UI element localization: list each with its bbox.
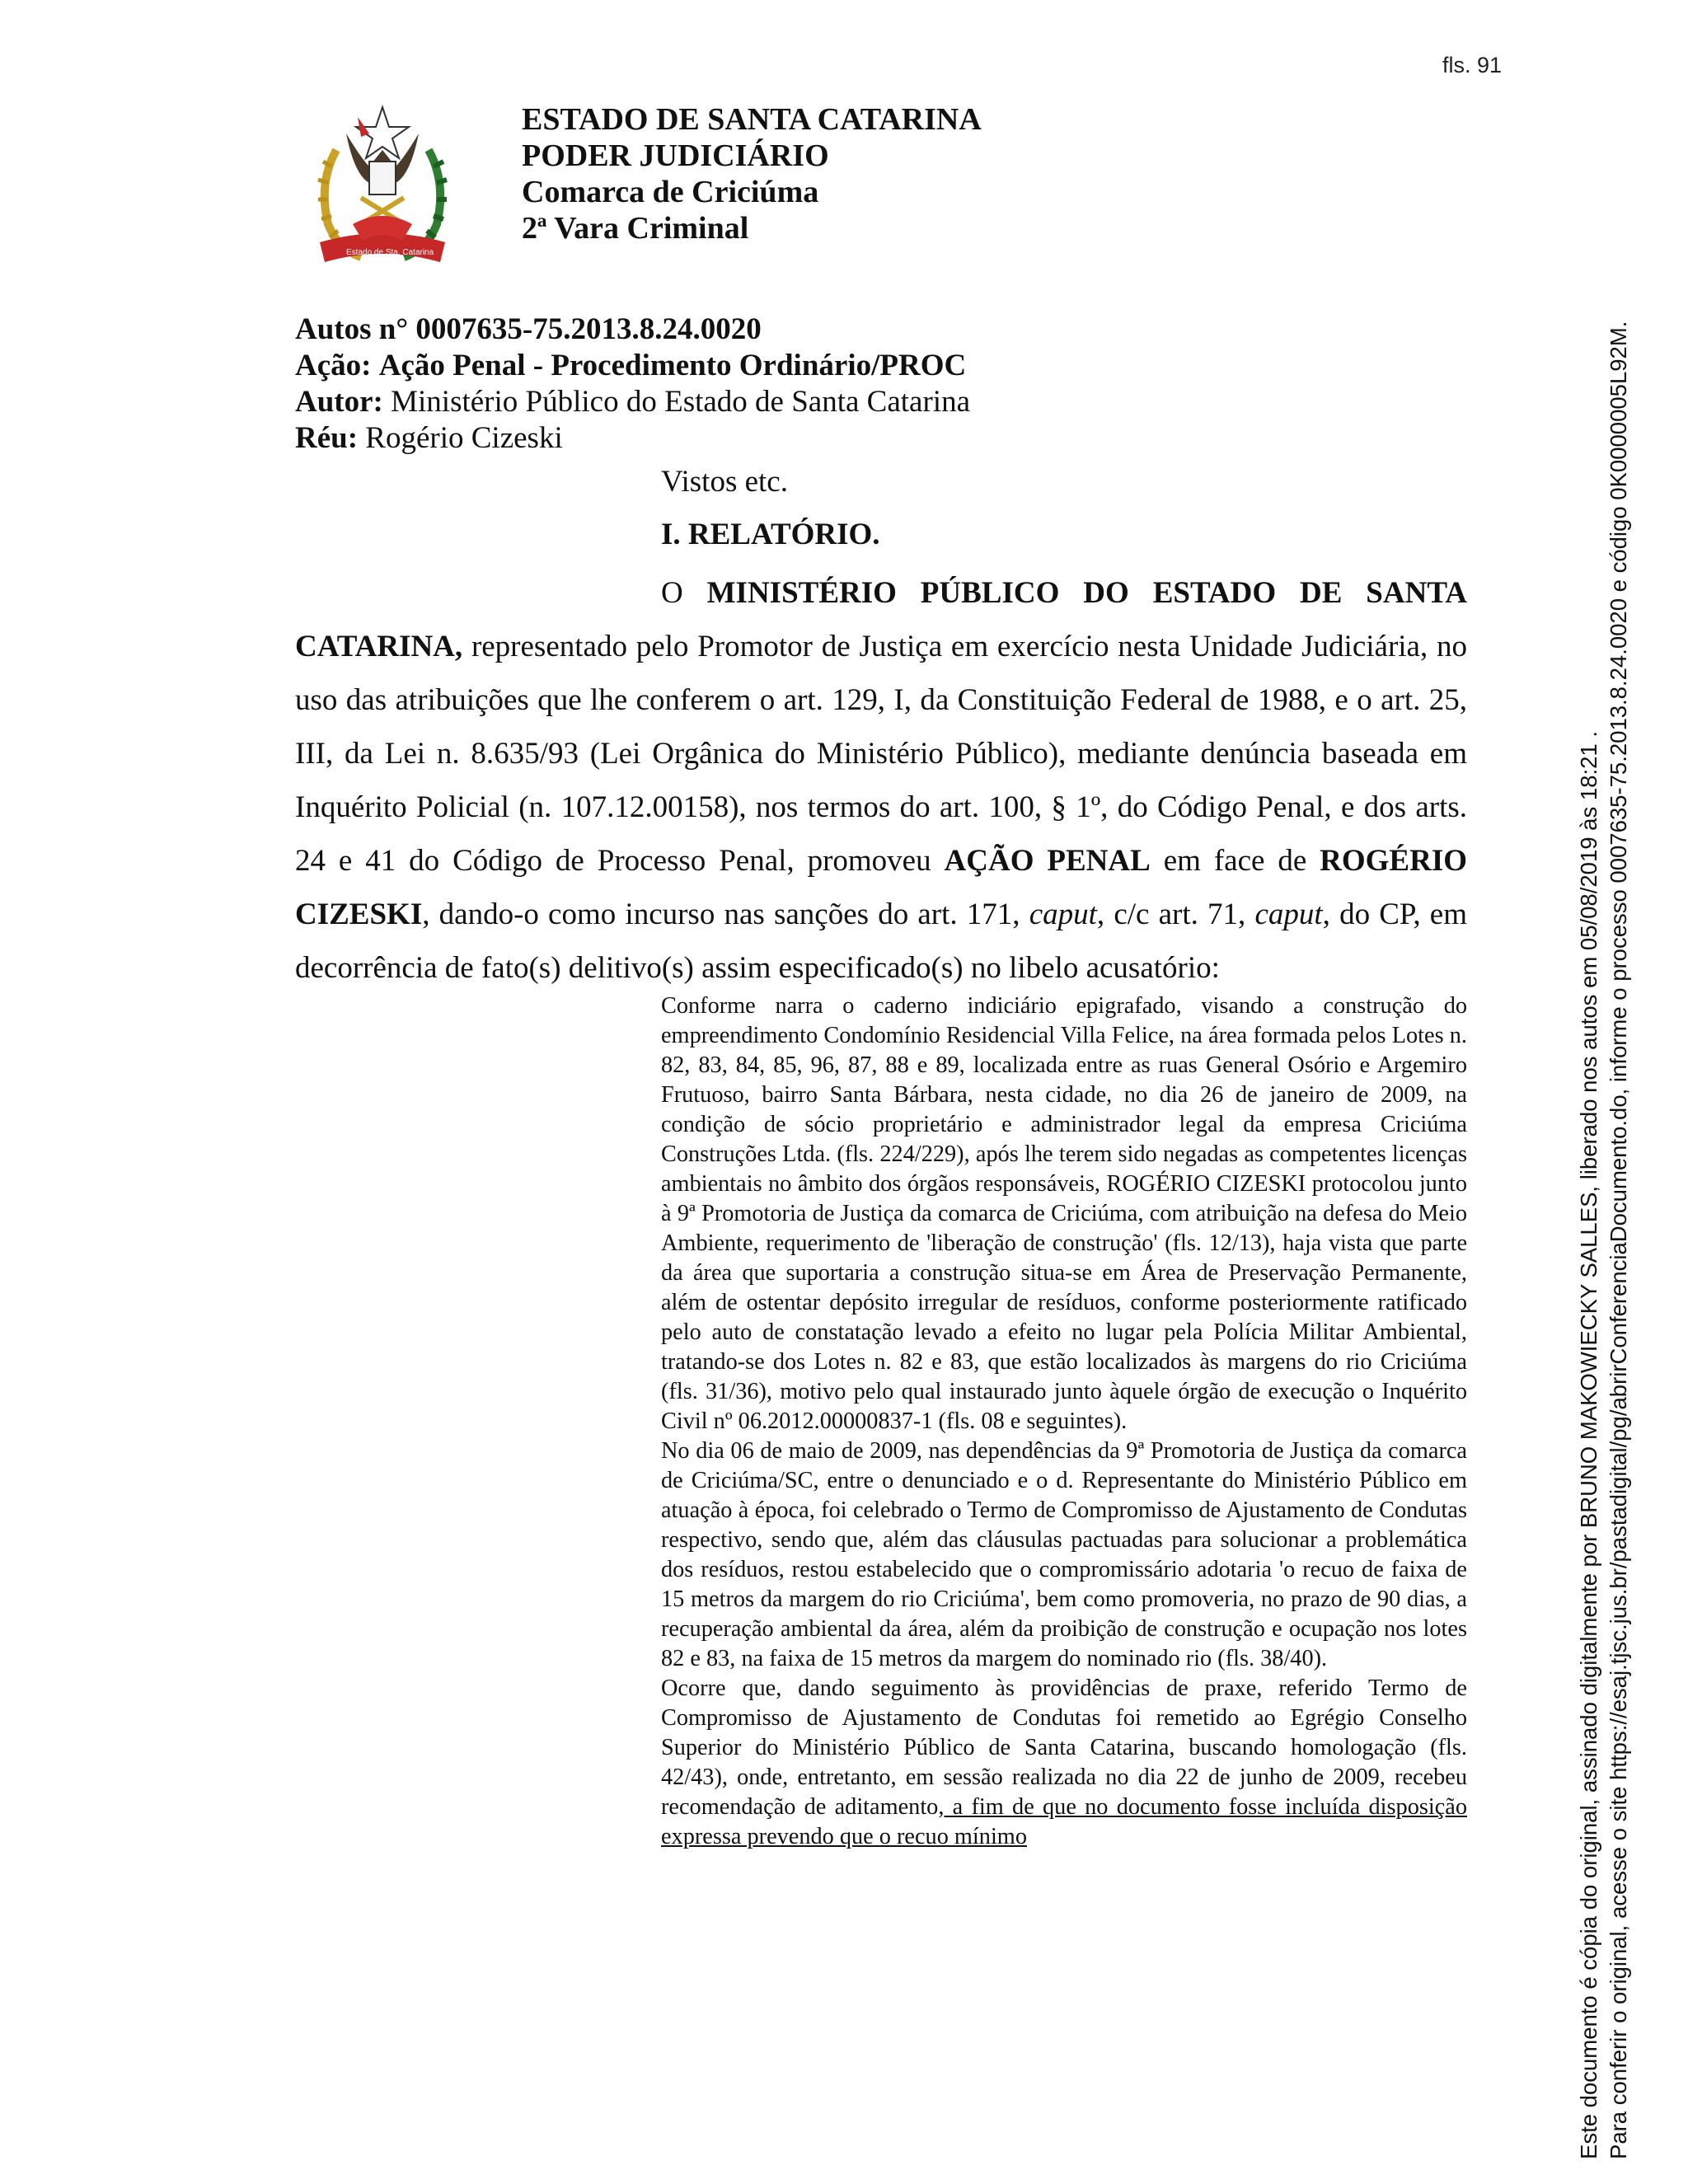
acao-value: Ação Penal - Procedimento Ordinário/PROC xyxy=(378,349,967,382)
crest-banner-text: Estado de Sta. Catarina xyxy=(346,248,434,257)
p1-caput-2: caput xyxy=(1254,898,1323,931)
reu-value: Rogério Cizeski xyxy=(365,421,563,455)
acao-label: Ação: xyxy=(295,349,372,382)
case-number: Autos n° 0007635-75.2013.8.24.0020 xyxy=(295,312,762,346)
autor-label: Autor: xyxy=(295,385,383,419)
reu-label: Réu: xyxy=(295,421,359,455)
digital-signature-note xyxy=(1574,272,1634,2159)
p1-a: O xyxy=(661,576,707,610)
signature-line-1: Este documento é cópia do original, assinado digitalmente por BRUNO MAKOWIECKY SALLES, liberado nos autos em 05/08/2019 às 18:21 . xyxy=(1576,731,1601,2159)
quote-p3-underlined: a fim de que no documento fosse incluída disposição expressa prevendo que o recuo mínimo xyxy=(661,1794,1467,1849)
autor-value: Ministério Público do Estado de Santa Catarina xyxy=(391,385,970,419)
p1-mp: MINISTÉRIO PÚBLICO DO ESTADO DE SANTA CATARINA, xyxy=(295,576,1467,663)
quote-p3-a: Ocorre que, dando seguimento às providências de praxe, referido Termo de Compromisso de Ajustamento de Condutas foi remetido ao Egrégio Conselho Superior do Ministério Público de Santa Catarina, buscando homologação (fls. 42/43), onde, entretanto, em sessão realizada no dia 22 de junho de 2009, recebeu recomendação de aditamento, xyxy=(661,1675,1467,1820)
p1-k: , do CP, em decorrência de fato(s) delitivo(s) assim especificado(s) no libelo acusatório: xyxy=(295,898,1468,985)
p1-e: em face de xyxy=(1150,844,1320,878)
indictment-quote xyxy=(661,991,1467,1852)
p1-g: , dando-o como incurso nas sanções do art. 171, xyxy=(422,898,1029,931)
p1-acao: AÇÃO PENAL xyxy=(944,844,1151,878)
page-number: fls. 91 xyxy=(1442,53,1503,77)
state-coat-of-arms xyxy=(303,101,462,274)
p1-c: representado pelo Promotor de Justiça em exercício nesta Unidade Judiciária, no uso das atribuições que lhe conferem o art. 129, I, da Constituição Federal de 1988, e o art. 25, III, da Lei n. 8.635/93 (Lei Orgânica do Ministério Público), mediante denúncia baseada em Inquérito Policial (n. 107.12.00158), nos termos do art. 100, § 1º, do Código Penal, e dos arts. 24 e 41 do Código de Processo Penal, promoveu xyxy=(295,630,1467,878)
header-power: PODER JUDICIÁRIO xyxy=(522,138,829,173)
header-state: ESTADO DE SANTA CATARINA xyxy=(522,102,982,137)
vistos-text: Vistos etc. xyxy=(661,465,788,499)
p1-caput-1: caput xyxy=(1029,898,1097,931)
court-header xyxy=(522,101,982,246)
header-vara: 2ª Vara Criminal xyxy=(522,211,749,246)
p1-reu: ROGÉRIO CIZESKI xyxy=(295,844,1468,931)
header-comarca: Comarca de Criciúma xyxy=(522,175,819,209)
report-paragraph xyxy=(295,566,1467,995)
quote-paragraph-3 xyxy=(661,1674,1467,1852)
quote-paragraph-1: Conforme narra o caderno indiciário epigrafado, visando a construção do empreendimento Condomínio Residencial Villa Felice, na área formada pelos Lotes n. 82, 83, 84, 85, 96, 87, 88 e 89, localizada entre as ruas General Osório e Argemiro Frutuoso, bairro Santa Bárbara, nesta cidade, no dia 26 de janeiro de 2009, na condição de sócio proprietário e administrador legal da empresa Criciúma Construções Ltda. (fls. 224/229), após lhe terem sido negadas as competentes licenças ambientais no âmbito dos órgãos responsáveis, ROGÉRIO CIZESKI protocolou junto à 9ª Promotoria de Justiça da comarca de Criciúma, com atribuição na defesa do Meio Ambiente, requerimento de 'liberação de construção' (fls. 12/13), haja vista que parte da área que suportaria a construção situa-se em Área de Preservação Permanente, além de ostentar depósito irregular de resíduos, conforme posteriormente ratificado pelo auto de constatação levado a efeito no lugar pela Polícia Militar Ambiental, tratando-se dos Lotes n. 82 e 83, que estão localizados às margens do rio Criciúma (fls. 31/36), motivo pelo qual instaurado junto àquele órgão de execução o Inquérito Civil nº 06.2012.00000837-1 (fls. 08 e seguintes). xyxy=(661,993,1467,1434)
signature-line-2: Para conferir o original, acesse o site https://esaj.tjsc.jus.br/pastadigital/pg/abrirConferenciaDocumento.do, informe o processo 0007635-75.2013.8.24.0020 e código 0K0000005L92M. xyxy=(1606,321,1631,2159)
section-title: I. RELATÓRIO. xyxy=(661,518,880,551)
quote-paragraph-2: No dia 06 de maio de 2009, nas dependências da 9ª Promotoria de Justiça da comarca de Criciúma/SC, entre o denunciado e o d. Representante do Ministério Público em atuação à época, foi celebrado o Termo de Compromisso de Ajustamento de Condutas respectivo, sendo que, além das cláusulas pactuadas para solucionar a problemática dos resíduos, restou estabelecido que o compromissário adotaria 'o recuo de faixa de 15 metros da margem do rio Criciúma', bem como promoveria, no prazo de 90 dias, a recuperação ambiental da área, além da proibição de construção e ocupação nos lotes 82 e 83, na faixa de 15 metros da margem do nominado rio (fls. 38/40). xyxy=(661,1438,1467,1671)
case-metadata xyxy=(295,312,970,457)
p1-i: , c/c art. 71, xyxy=(1096,898,1255,931)
